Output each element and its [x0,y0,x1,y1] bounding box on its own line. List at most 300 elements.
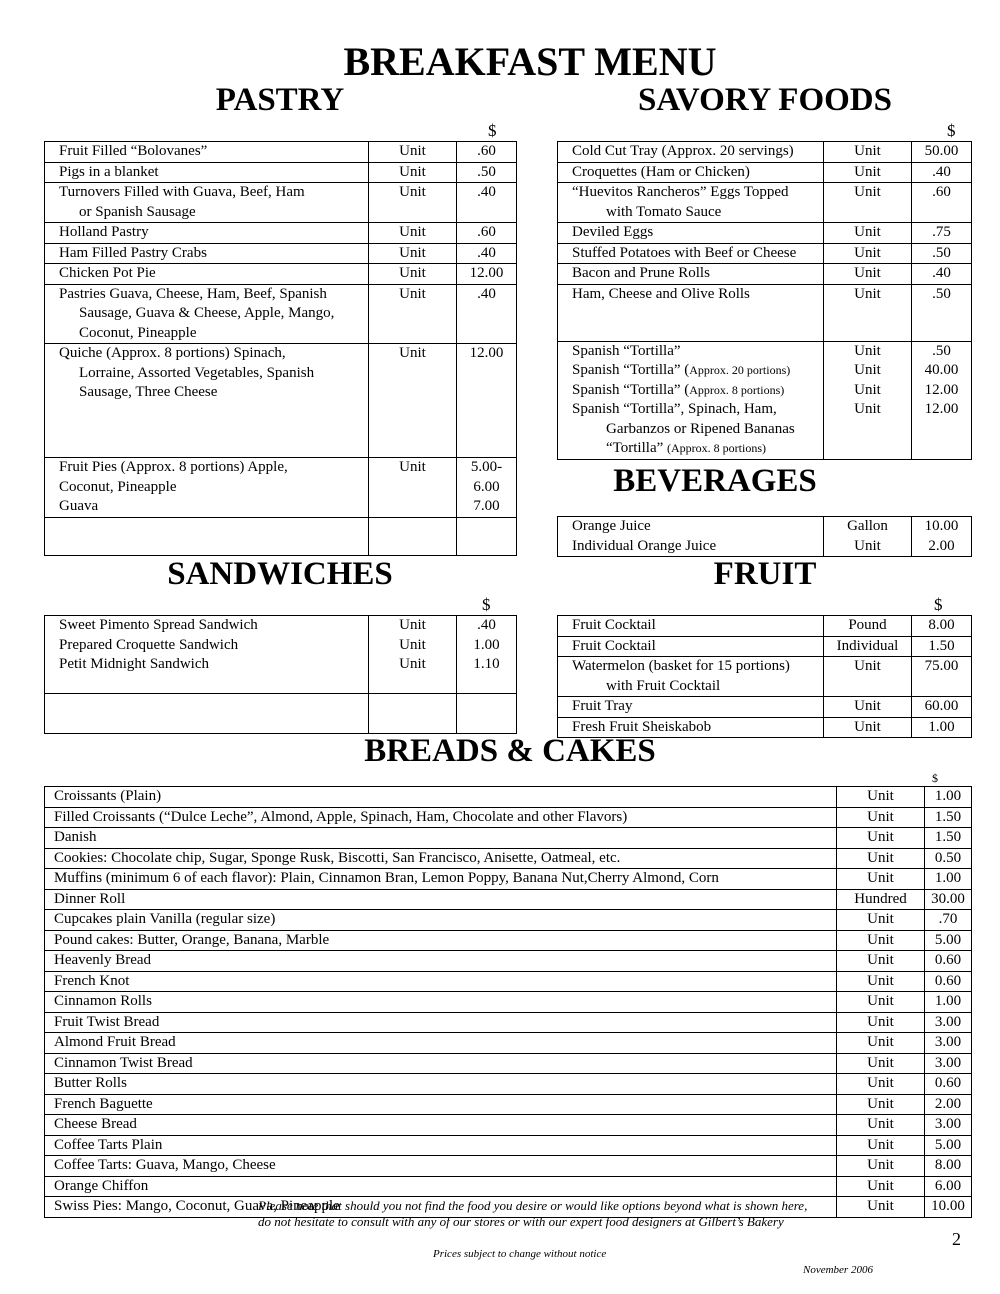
price-cell [457,344,517,458]
price-cell [912,697,972,718]
table-row [45,264,517,285]
item-cell: Heavenly Bread [45,951,837,972]
unit-cell [369,264,457,285]
item-cell: Cheese Bread [45,1115,837,1136]
price-cell: 1.50 [925,828,972,849]
savory-currency: $ [947,121,956,140]
price-cell [912,636,972,657]
unit-label: Unit [854,401,881,417]
table-row [45,223,517,244]
price-value: .60 [477,143,496,159]
unit-cell [824,517,912,557]
item-line: Sausage, Guava & Cheese, Apple, Mango, [79,305,335,321]
item-cell: Cinnamon Rolls [45,992,837,1013]
item-line: Pastries Guava, Cheese, Ham, Beef, Spanish [59,285,327,302]
unit-label: Unit [854,184,881,200]
price-value: 50.00 [924,143,959,159]
item-line: Guava [59,498,99,514]
unit-label: Individual [836,637,899,654]
item-cell [45,162,369,183]
table-row [45,910,972,931]
table-row [45,869,972,890]
item-cell [558,636,824,657]
item-cell [558,284,824,341]
item-cell: Pound cakes: Butter, Orange, Banana, Marble [45,930,837,951]
item-cell [558,223,824,244]
price-value: 40.00 [924,362,959,378]
price-value: .40 [932,265,951,281]
price-cell [912,142,972,163]
item-line: “Tortilla” (Approx. 8 portions) [606,440,767,456]
item-line: with Tomato Sauce [606,203,722,220]
table-row [45,162,517,183]
table-row [45,828,972,849]
table-row [45,930,972,951]
unit-cell: Unit [837,1053,925,1074]
unit-label: Unit [854,244,881,261]
beverages-heading: BEVERAGES [613,463,817,499]
price-cell: 3.00 [925,1115,972,1136]
price-value: 10.00 [924,518,959,534]
item-cell: Almond Fruit Bread [45,1033,837,1054]
unit-label: Unit [854,143,881,159]
table-row [558,341,972,459]
item-line: Bacon and Prune Rolls [572,265,710,281]
unit-cell [824,142,912,163]
unit-cell: Unit [837,828,925,849]
price-cell: 3.00 [925,1012,972,1033]
item-line: Fruit Cocktail [572,637,656,654]
price-value: .40 [477,184,496,200]
savory-heading: SAVORY FOODS [638,82,892,118]
price-cell: 5.00 [925,930,972,951]
item-line: Fruit Cocktail [572,617,656,633]
item-cell [45,243,369,264]
item-cell [45,616,369,694]
item-cell: Filled Croissants (“Dulce Leche”, Almond, Apple, Spinach, Ham, Chocolate and other Flavors) [45,807,837,828]
item-cell [45,517,369,555]
item-line: Sausage, Three Cheese [79,384,218,400]
portion-note: (Approx. 8 portions) [667,441,767,455]
item-cell [45,264,369,285]
item-cell: Fruit Twist Bread [45,1012,837,1033]
price-cell [912,264,972,285]
unit-cell: Hundred [837,889,925,910]
table-row [45,243,517,264]
unit-label: Unit [854,265,881,281]
unit-cell [369,223,457,244]
price-cell [457,223,517,244]
table-row [45,848,972,869]
price-cell: 6.00 [925,1176,972,1197]
price-cell [912,243,972,264]
unit-cell [824,183,912,223]
table-row [45,889,972,910]
item-line: Croquettes (Ham or Chicken) [572,163,750,180]
footer-note [258,1198,958,1230]
item-cell: Orange Chiffon [45,1176,837,1197]
unit-label: Unit [854,718,881,735]
item-line: Sweet Pimento Spread Sandwich [59,617,258,633]
table-row [45,616,517,694]
price-value: 1.50 [928,637,955,654]
price-cell [457,243,517,264]
unit-cell [824,717,912,738]
table-row [45,1053,972,1074]
unit-cell [824,697,912,718]
item-line: Quiche (Approx. 8 portions) Spinach, [59,345,286,361]
table-row [45,992,972,1013]
price-cell [912,616,972,637]
item-line: Fruit Pies (Approx. 8 portions) Apple, [59,459,288,475]
unit-cell [824,616,912,637]
table-row [45,1176,972,1197]
unit-cell: Unit [837,1012,925,1033]
item-cell: Dinner Roll [45,889,837,910]
unit-cell [369,344,457,458]
item-cell [558,341,824,459]
item-cell [558,657,824,697]
item-cell: Cinnamon Twist Bread [45,1053,837,1074]
unit-label: Unit [854,658,881,674]
price-cell: 1.00 [925,787,972,808]
unit-label: Unit [854,342,881,359]
unit-label: Unit [399,345,426,361]
table-row [45,1094,972,1115]
item-line: Turnovers Filled with Guava, Beef, Ham [59,184,305,200]
item-line: Ham Filled Pastry Crabs [59,244,207,261]
price-value: .40 [477,617,496,633]
item-line: Fruit Tray [572,698,633,714]
portion-note: Approx. 20 portions) [689,363,791,377]
price-cell [912,162,972,183]
page-title: BREAKFAST MENU [343,39,717,84]
unit-cell: Unit [837,1115,925,1136]
price-cell: 3.00 [925,1033,972,1054]
item-cell: Coffee Tarts: Guava, Mango, Cheese [45,1156,837,1177]
item-line: Holland Pastry [59,224,149,240]
item-line: Lorraine, Assorted Vegetables, Spanish [79,364,315,381]
item-cell [558,243,824,264]
price-value: .50 [932,244,951,261]
unit-label: Gallon [847,518,888,534]
price-cell [912,284,972,341]
price-cell [457,458,517,518]
item-cell [45,223,369,244]
price-value: 12.00 [469,345,504,361]
unit-cell [824,223,912,244]
item-cell [558,162,824,183]
unit-cell: Unit [837,807,925,828]
unit-cell [824,162,912,183]
unit-label: Unit [854,362,881,378]
unit-cell [824,284,912,341]
unit-cell: Unit [837,1156,925,1177]
table-row [558,243,972,264]
unit-label: Unit [399,285,426,302]
unit-label: Unit [399,265,426,281]
unit-cell: Unit [837,992,925,1013]
unit-cell [824,341,912,459]
price-cell: 5.00 [925,1135,972,1156]
unit-label: Pound [848,617,887,633]
item-cell: Muffins (minimum 6 of each flavor): Plain, Cinnamon Bran, Lemon Poppy, Banana Nut,Cherry Almond, Corn [45,869,837,890]
table-row [45,807,972,828]
price-cell [912,183,972,223]
unit-cell [369,142,457,163]
footer-note-line-2: do not hesitate to consult with any of our stores or with our expert food designers at Gilbert’s Bakery [258,1214,784,1229]
unit-label: Unit [399,656,426,672]
unit-cell [369,183,457,223]
table-row [45,1033,972,1054]
item-line: Prepared Croquette Sandwich [59,636,239,653]
unit-cell [369,162,457,183]
page-number: 2 [952,1229,961,1249]
price-value: .50 [932,285,951,302]
unit-cell [824,243,912,264]
sandwiches-heading: SANDWICHES [167,556,393,592]
item-line: Chicken Pot Pie [59,265,156,281]
price-cell [457,616,517,694]
item-line: Petit Midnight Sandwich [59,656,209,672]
unit-cell: Unit [837,1074,925,1095]
unit-label: Unit [399,617,426,633]
unit-cell [824,264,912,285]
unit-cell [369,243,457,264]
item-line: Deviled Eggs [572,224,654,240]
beverages-table [557,516,972,557]
item-line: Garbanzos or Ripened Bananas [606,420,795,437]
unit-label: Unit [399,636,426,653]
price-value: 75.00 [924,658,959,674]
breads-table [44,786,972,1218]
table-row [558,636,972,657]
price-value: .50 [932,342,951,359]
item-cell: Coffee Tarts Plain [45,1135,837,1156]
unit-cell: Unit [837,910,925,931]
item-cell [558,517,824,557]
item-cell [558,264,824,285]
item-line: Fresh Fruit Sheiskabob [572,718,712,735]
item-line: or Spanish Sausage [79,203,196,220]
price-value: .60 [932,184,951,200]
table-row [45,1074,972,1095]
price-value: 8.00 [928,617,955,633]
table-row [558,284,972,341]
breads-heading: BREADS & CAKES [364,733,656,769]
price-value: .60 [477,224,496,240]
price-cell: 1.00 [925,992,972,1013]
price-cell [912,223,972,244]
unit-cell [369,694,457,734]
item-cell [558,697,824,718]
item-line: Orange Juice [572,518,651,534]
table-row [45,142,517,163]
unit-cell [824,636,912,657]
item-cell [45,694,369,734]
price-cell: 1.50 [925,807,972,828]
price-value: .40 [932,163,951,180]
item-cell: Cookies: Chocolate chip, Sugar, Sponge Rusk, Biscotti, San Francisco, Anisette, Oatmeal, etc. [45,848,837,869]
portion-note: Approx. 8 portions) [689,382,785,397]
item-cell [45,183,369,223]
price-cell: 3.00 [925,1053,972,1074]
item-line: Spanish “Tortilla” [572,342,681,359]
table-row [45,694,517,734]
price-value: 1.10 [473,656,500,672]
price-value: 60.00 [924,698,959,714]
price-value: .75 [932,224,951,240]
unit-label: Unit [399,459,426,475]
price-value: .40 [477,244,496,261]
price-value: 6.00 [473,478,500,495]
price-cell [457,284,517,344]
table-row [558,697,972,718]
item-cell: Danish [45,828,837,849]
item-cell: Butter Rolls [45,1074,837,1095]
unit-cell: Unit [837,1033,925,1054]
price-cell [457,694,517,734]
unit-label: Unit [854,285,881,302]
unit-label: Unit [399,244,426,261]
fruit-heading: FRUIT [713,556,817,592]
unit-cell: Unit [837,1176,925,1197]
item-cell [558,142,824,163]
item-line: Individual Orange Juice [572,537,717,554]
table-row [558,616,972,637]
pastry-heading: PASTRY [215,82,345,118]
price-cell: 0.60 [925,951,972,972]
price-cell: 0.60 [925,971,972,992]
price-cell: 0.50 [925,848,972,869]
table-row [45,517,517,555]
footer-note-line-1: Please note that should you not find the food you desire or would like options beyond what is shown here, [258,1198,808,1213]
table-row [45,971,972,992]
unit-label: Unit [854,537,881,554]
item-line: Pigs in a blanket [59,163,159,180]
price-value: 2.00 [928,537,955,554]
breads-currency: $ [932,771,938,785]
table-row [558,657,972,697]
unit-label: Unit [854,163,881,180]
item-cell: French Knot [45,971,837,992]
table-row [558,223,972,244]
footer-date: November 2006 [803,1264,873,1276]
unit-cell [369,458,457,518]
price-value: .40 [477,285,496,302]
price-cell [457,162,517,183]
unit-label: Unit [854,698,881,714]
item-line: Fruit Filled “Bolovanes” [59,143,208,159]
table-row [45,1135,972,1156]
item-line: Ham, Cheese and Olive Rolls [572,285,750,302]
price-value: 1.00 [473,636,500,653]
unit-label: Unit [399,184,426,200]
table-row [45,183,517,223]
unit-label: Unit [854,224,881,240]
item-cell [45,142,369,163]
unit-cell [824,657,912,697]
unit-label: Unit [399,163,426,180]
table-row [558,517,972,557]
price-value: 7.00 [473,498,500,514]
price-cell: 2.00 [925,1094,972,1115]
item-line: Spanish “Tortilla” (Approx. 8 portions) [572,381,785,398]
price-cell: 10.00 [925,1197,972,1218]
table-row [45,1115,972,1136]
price-value: 12.00 [924,381,959,398]
table-row [45,1012,972,1033]
price-cell [912,657,972,697]
item-cell: Swiss Pies: Mango, Coconut, Guava, Pineapple [45,1197,837,1218]
item-line: with Fruit Cocktail [606,677,721,694]
sandwiches-currency: $ [482,595,491,614]
fruit-table [557,615,972,738]
item-cell [45,458,369,518]
pastry-currency: $ [488,121,497,140]
table-row [45,951,972,972]
price-cell: 1.00 [925,869,972,890]
savory-table [557,141,972,460]
price-value: 12.00 [469,265,504,281]
unit-label: Unit [854,381,881,398]
fruit-currency: $ [934,595,943,614]
unit-cell: Unit [837,930,925,951]
item-cell: Cupcakes plain Vanilla (regular size) [45,910,837,931]
item-line: Watermelon (basket for 15 portions) [572,658,790,674]
price-cell [912,717,972,738]
unit-cell [369,517,457,555]
prices-notice: Prices subject to change without notice [433,1248,607,1260]
unit-label: Unit [399,143,426,159]
unit-cell [369,284,457,344]
price-cell [912,341,972,459]
item-line: “Huevitos Rancheros” Eggs Topped [572,184,789,200]
unit-cell [369,616,457,694]
unit-cell: Unit [837,951,925,972]
price-cell [457,517,517,555]
item-cell [558,616,824,637]
price-value: 5.00- [470,459,503,475]
item-line: Spanish “Tortilla” (Approx. 20 portions) [572,362,791,378]
price-cell [457,142,517,163]
unit-cell: Unit [837,848,925,869]
price-cell: 8.00 [925,1156,972,1177]
unit-cell: Unit [837,1197,925,1218]
price-value: 1.00 [928,718,955,735]
item-cell [558,183,824,223]
item-line: Coconut, Pineapple [79,324,197,341]
sandwiches-table [44,615,517,734]
pastry-table [44,141,517,556]
unit-cell: Unit [837,1135,925,1156]
item-line: Cold Cut Tray (Approx. 20 servings) [572,143,794,159]
item-cell [45,344,369,458]
unit-label: Unit [399,224,426,240]
item-line: Spanish “Tortilla”, Spinach, Ham, [572,401,777,417]
table-row [558,162,972,183]
item-cell: Croissants (Plain) [45,787,837,808]
price-cell [457,264,517,285]
item-line: Stuffed Potatoes with Beef or Cheese [572,244,797,261]
unit-cell: Unit [837,869,925,890]
price-cell [912,517,972,557]
price-cell: .70 [925,910,972,931]
table-row [558,142,972,163]
table-row [45,284,517,344]
price-cell: 0.60 [925,1074,972,1095]
price-value: 12.00 [924,401,959,417]
